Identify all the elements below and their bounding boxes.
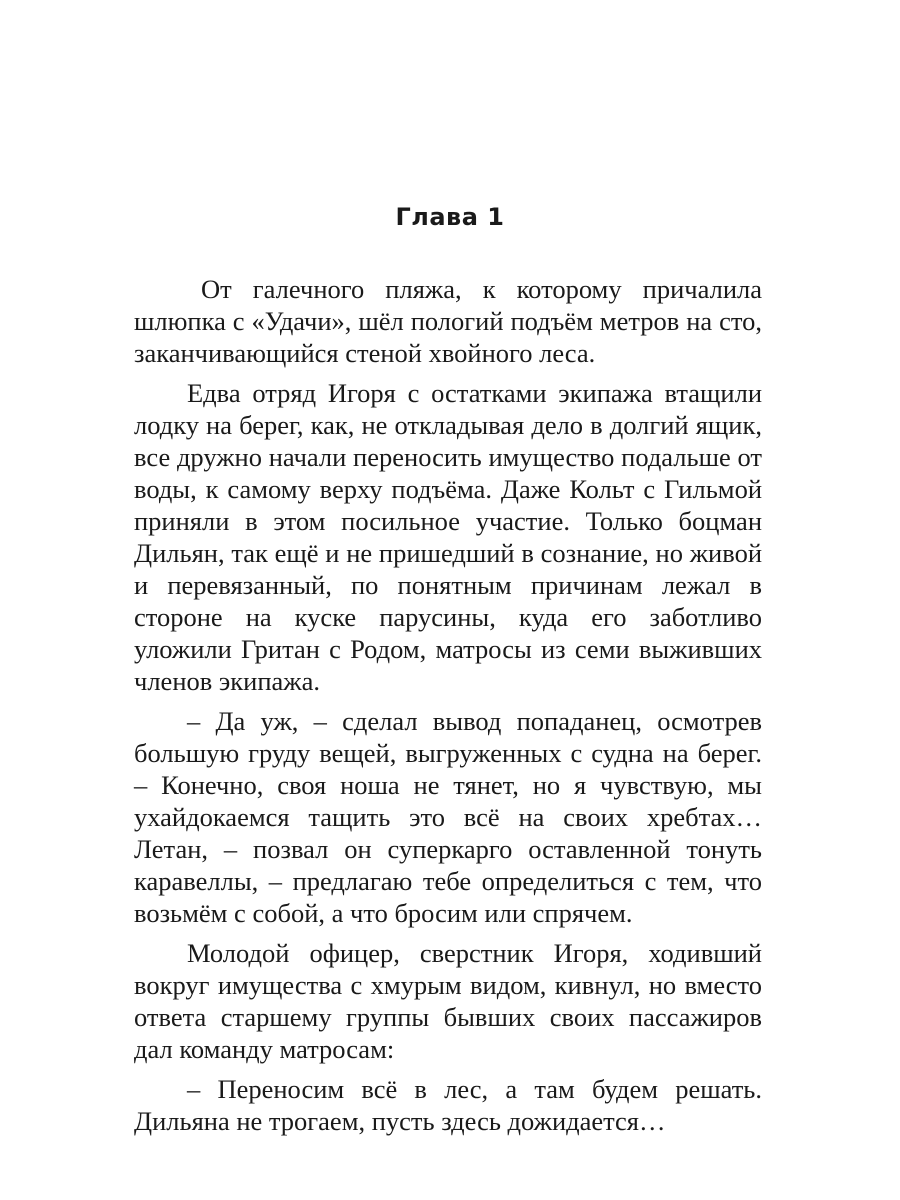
paragraph: Молодой офицер, сверстник Игоря, ходивший вокруг имущества с хмурым видом, кивнул, но вместо ответа старшему группы бывших своих пассажиров дал команду матросам: (134, 938, 762, 1064)
chapter-text (134, 273, 762, 1145)
paragraph: От галечного пляжа, к которому причалила шлюпка с «Удачи», шёл пологий подъём метров на сто, заканчивающийся стеной хвойного леса. (134, 274, 762, 368)
paragraph: – Переносим всё в лес, а там будем решать. Дильяна не трогаем, пусть здесь дожидается… (134, 1074, 762, 1136)
paragraph: – Да уж, – сделал вывод попаданец, осмотрев большую груду вещей, выгруженных с судна на берег. – Конечно, своя ноша не тянет, но я чувствую, мы ухайдокаемся тащить это всё на своих хребтах… Летан, – позвал он суперкарго оставленной тонуть каравеллы, – предлагаю тебе определиться с тем, что возьмём с собой, а что бросим или спрячем. (134, 706, 762, 928)
paragraph: Едва отряд Игоря с остатками экипажа втащили лодку на берег, как, не откладывая дело в долгий ящик, все дружно начали переносить имущество подальше от воды, к самому верху подъёма. Даже Кольт с Гильмой приняли в этом посильное участие. Только боцман Дильян, так ещё и не пришедший в сознание, но живой и перевязанный, по понятным причинам лежал в стороне на куске парусины, куда его заботливо уложили Гритан с Родом, матросы из семи выживших членов экипажа. (134, 378, 762, 696)
chapter-title: Глава 1 (395, 203, 505, 231)
